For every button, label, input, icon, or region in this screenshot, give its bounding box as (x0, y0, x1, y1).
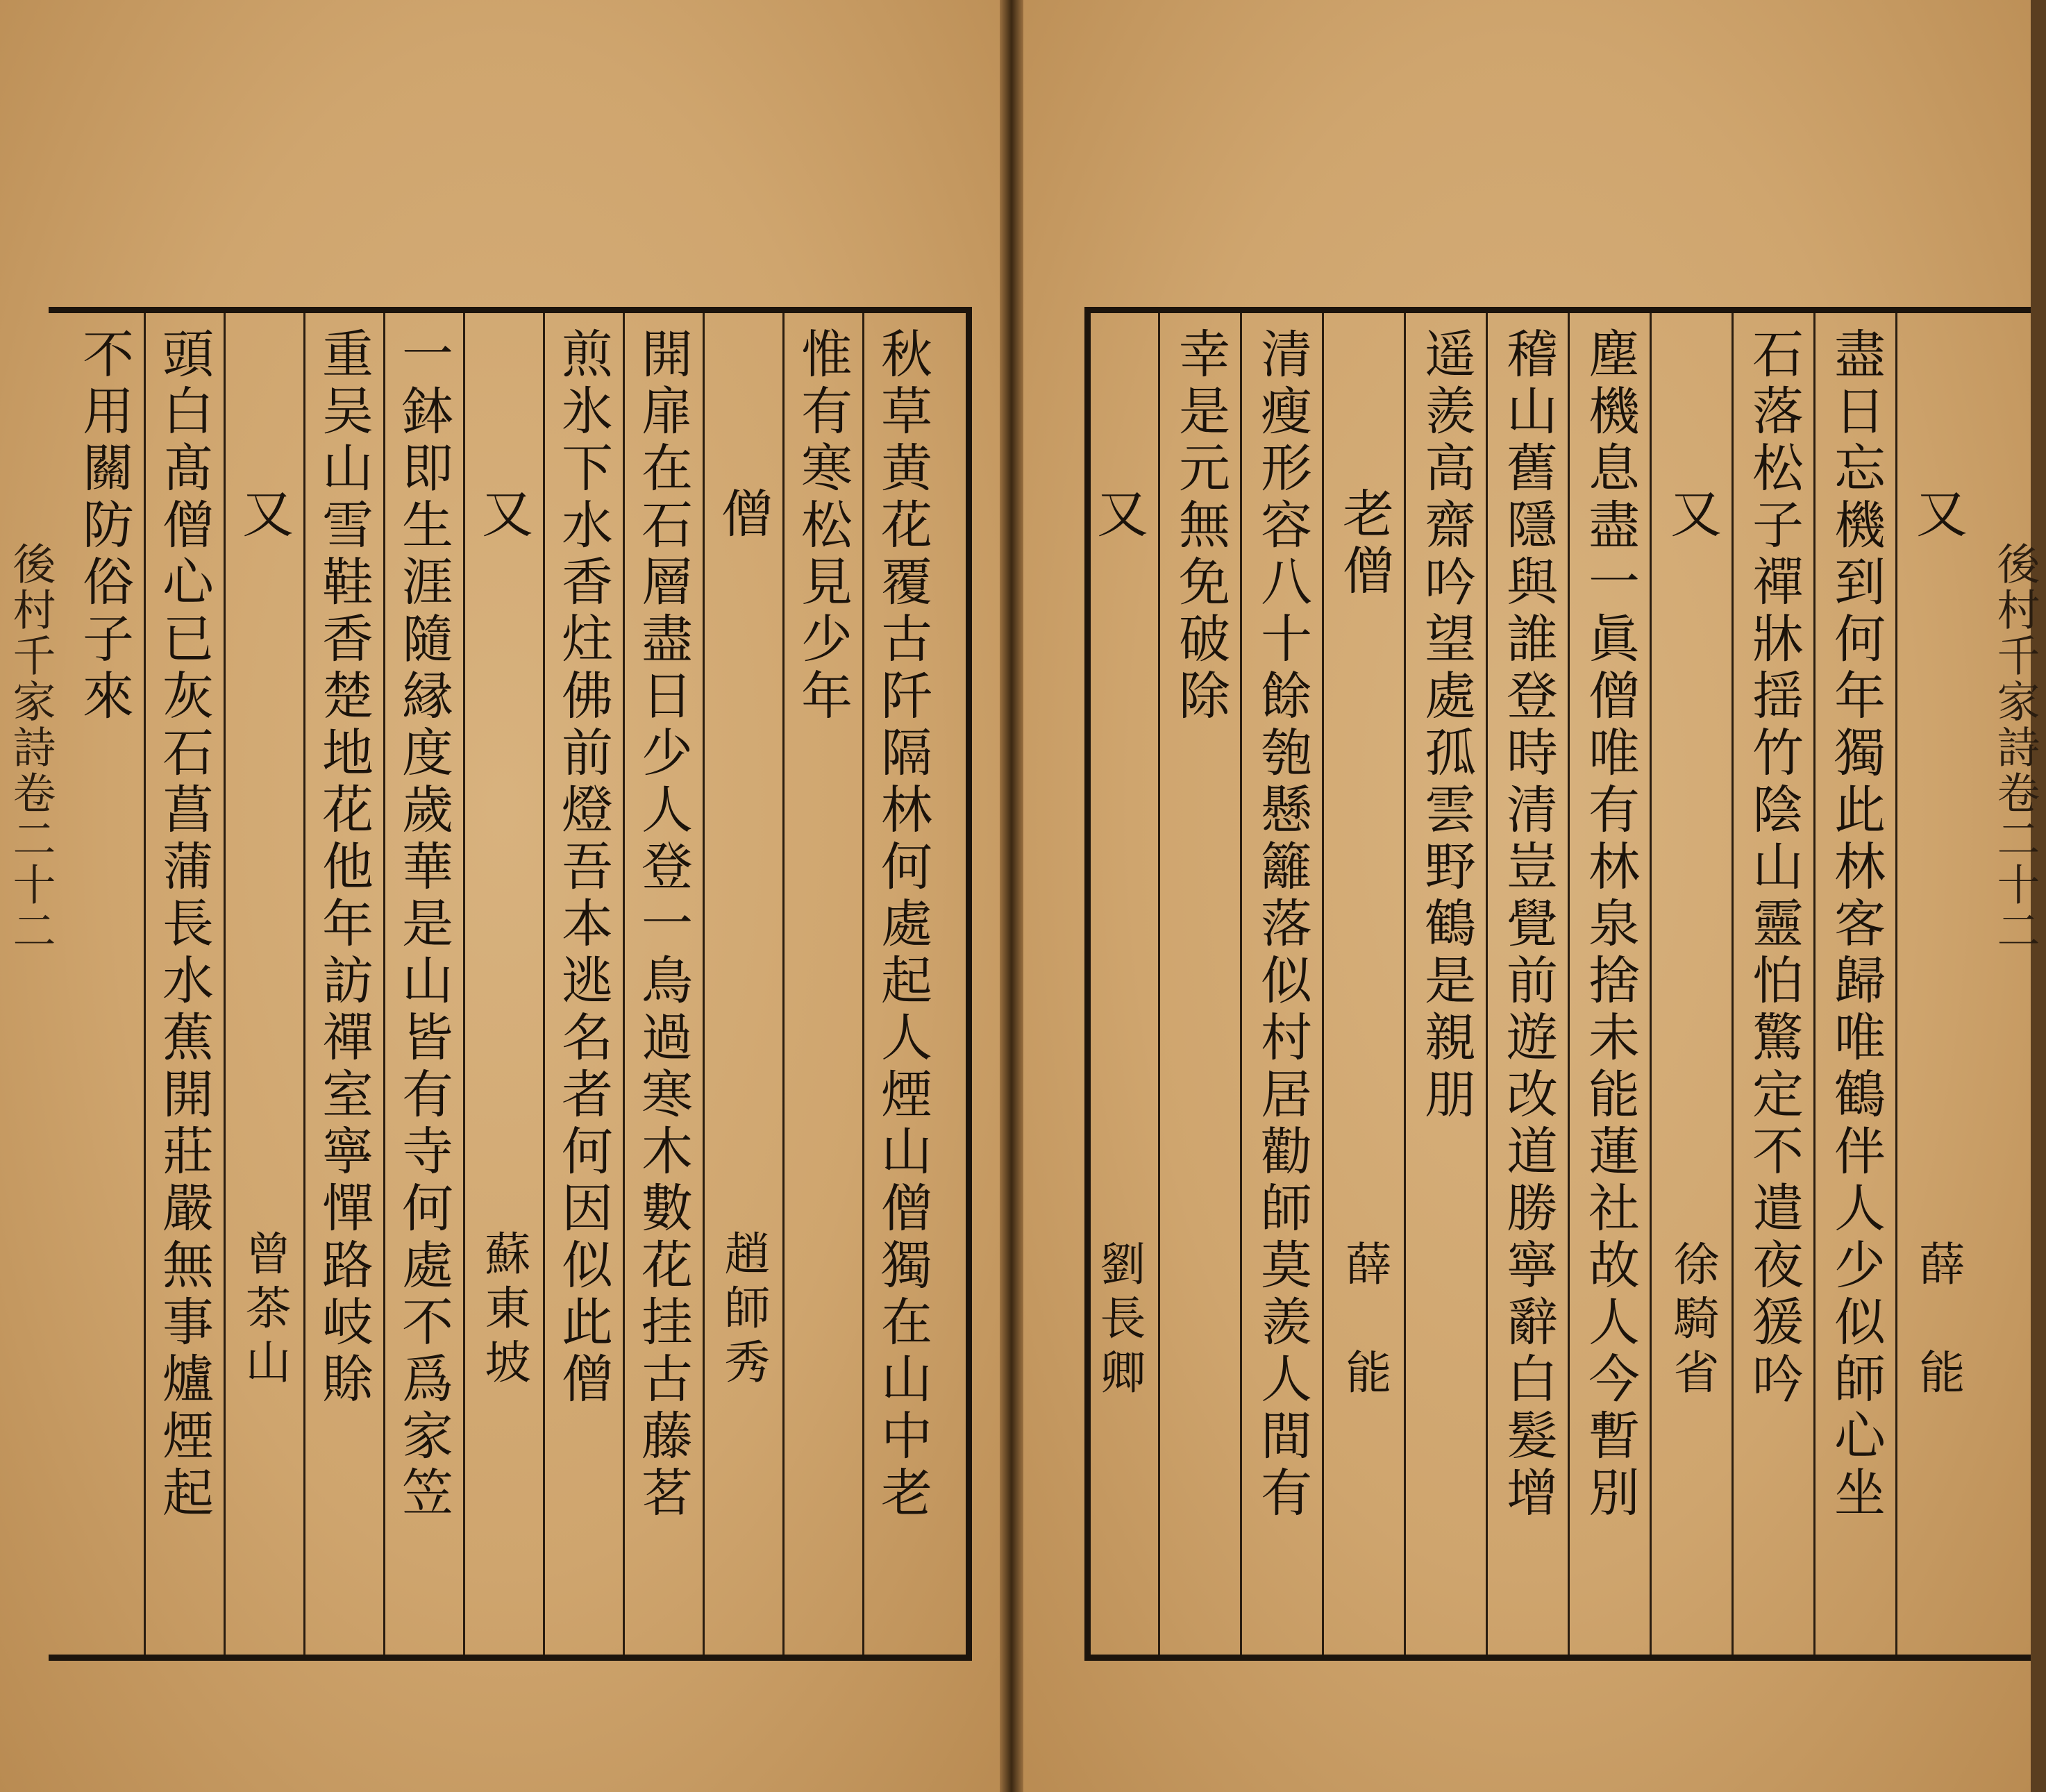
column-rule (144, 313, 146, 1655)
column-rule (463, 313, 465, 1655)
left-page-column-9: 又 (234, 487, 294, 544)
right-page-column-1: 又 (1908, 487, 1968, 544)
left-page-column-6: 又 (473, 487, 533, 544)
column-rule (623, 313, 625, 1655)
left-page-column-1: 秋草黄花覆古阡隔林何處起人煙山僧獨在山中老 (873, 327, 932, 1523)
left-page-column-5: 煎氷下水香炷佛前燈吾本逃名者何因似此僧 (553, 327, 613, 1409)
left-page-column-7: 一鉢即生涯隨縁度歲華是山皆有寺何處不爲家笠 (394, 327, 453, 1523)
column-rule (703, 313, 705, 1655)
column-rule (1404, 313, 1406, 1655)
left-page-column-3: 僧 (713, 487, 773, 544)
right-page-column-10: 幸是元無免破除 (1171, 327, 1230, 726)
column-rule (1650, 313, 1652, 1655)
right-page-author-1: 薛 能 (1911, 1240, 1965, 1402)
right-page-author-8: 薛 能 (1338, 1240, 1391, 1402)
right-page-column-11: 又 (1089, 487, 1148, 544)
right-edge-label: 後村千家詩卷二十二 (1990, 542, 2040, 954)
right-page-column-4: 又 (1662, 487, 1722, 544)
left-page-column-2: 惟有寒松見少年 (793, 327, 853, 726)
right-page-column-8: 老僧 (1334, 487, 1394, 601)
column-rule (1568, 313, 1570, 1655)
column-rule (543, 313, 545, 1655)
column-rule (862, 313, 864, 1655)
right-page-column-7: 遥羨高齋吟望處孤雲野鶴是親朋 (1416, 327, 1476, 1124)
left-page-author-9: 曾茶山 (237, 1230, 291, 1392)
column-rule (1486, 313, 1488, 1655)
left-text-frame (49, 307, 972, 1661)
right-text-frame (1084, 307, 2031, 1661)
column-rule (1895, 313, 1897, 1655)
left-page-column-8: 重吴山雪鞋香楚地花他年訪禪室寧憚路岐賖 (314, 327, 374, 1409)
right-page-column-9: 清瘦形容八十餘匏懸籬落似村居勸師莫羨人間有 (1252, 327, 1312, 1523)
column-rule (782, 313, 785, 1655)
right-page-author-4: 徐騎省 (1666, 1240, 1719, 1402)
right-page-column-6: 稽山舊隱與誰登時清豈覺前遊改道勝寧辭白髮增 (1498, 327, 1558, 1523)
column-rule (1240, 313, 1242, 1655)
left-page-column-4: 開扉在石層盡日少人登一鳥過寒木數花挂古藤茗 (633, 327, 693, 1523)
column-rule (224, 313, 226, 1655)
left-page-column-11: 不用關防俗子來 (74, 327, 134, 726)
left-page-author-3: 趙師秀 (716, 1230, 770, 1392)
right-page-column-5: 塵機息盡一眞僧唯有林泉捨未能蓮社故人今暫別 (1580, 327, 1640, 1523)
right-page-column-2: 盡日忘機到何年獨此林客歸唯鶴伴人少似師心坐 (1826, 327, 1886, 1523)
column-rule (1813, 313, 1816, 1655)
column-rule (1158, 313, 1160, 1655)
right-page-author-11: 劉長卿 (1092, 1240, 1146, 1402)
left-page-author-6: 蘇東坡 (477, 1230, 530, 1392)
column-rule (383, 313, 385, 1655)
column-rule (303, 313, 305, 1655)
column-rule (1731, 313, 1734, 1655)
left-page-column-10: 頭白髙僧心已灰石菖蒲長水蕉開莊嚴無事爐煙起 (154, 327, 214, 1523)
book-gutter (1000, 0, 1023, 1792)
right-page-column-3: 石落松子禪牀揺竹陰山靈怕驚定不遣夜猨吟 (1744, 327, 1804, 1409)
column-rule (1322, 313, 1324, 1655)
left-edge-label: 後村千家詩卷二十二 (6, 542, 56, 954)
